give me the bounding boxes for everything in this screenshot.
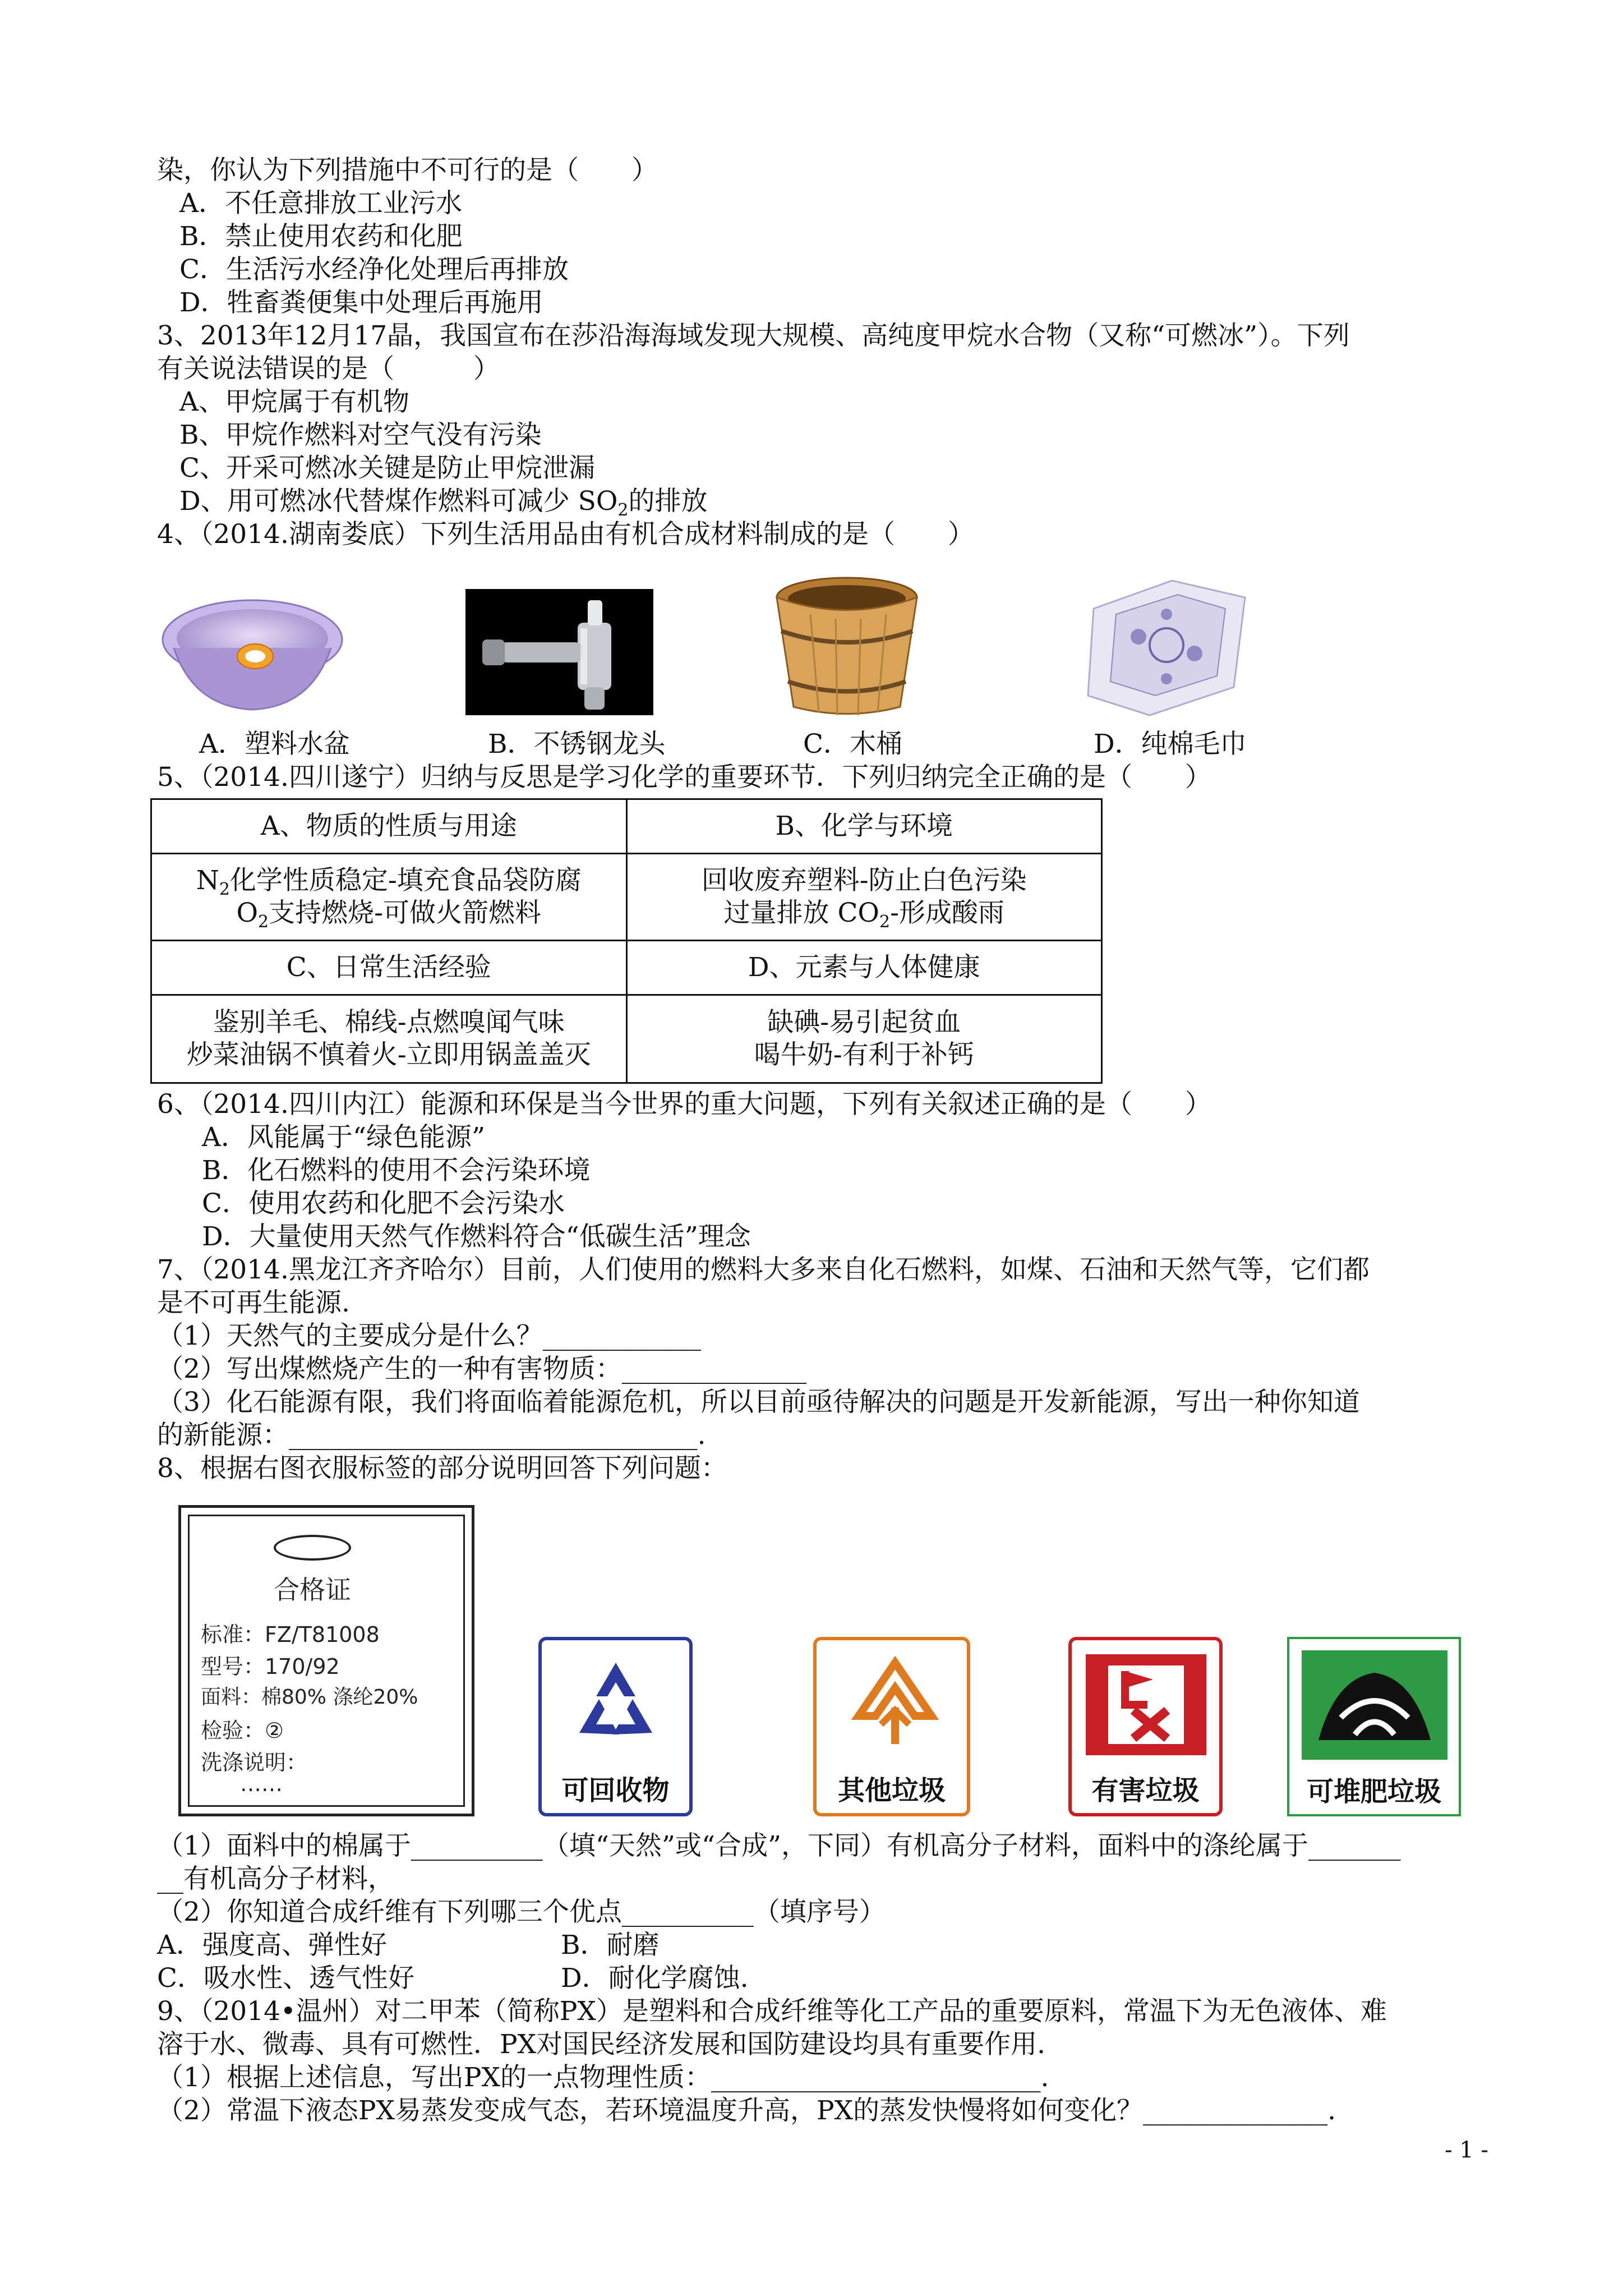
other-waste-bin-sign [813,1637,970,1816]
q2-stem: 染，你认为下列措施中不可行的是（ ） [157,155,658,186]
q5-cell-c: 鉴别羊毛、棉线-点燃嗅闻气味 炒菜油锅不慎着火-立即用锅盖盖灭 [151,995,627,1083]
hazardous-waste-icon [1086,1654,1206,1755]
plastic-basin-image [160,578,345,718]
q9-stem-line2: 溶于水、微毒、具有可燃性．PX对国民经济发展和国防建设均具有重要作用. [157,2029,1046,2060]
faucet-image [465,589,653,715]
q5-cell-d: 缺碘-易引起贫血 喝牛奶-有利于补钙 [626,995,1102,1083]
q9-stem-line1: 9、（2014•温州）对二甲苯（简称PX）是塑料和合成纤维等化工产品的重要原料，常温下为无色液体、难 [157,1996,1387,2027]
q9-part1: （1）根据上述信息，写出PX的一点物理性质：_________________________. [157,2062,1049,2093]
q2-option-d: D．牲畜粪便集中处理后再施用 [179,287,543,318]
q3-option-b: B、甲烷作燃料对空气没有污染 [179,420,542,450]
other-waste-bin-label: 其他垃圾 [837,1775,946,1806]
page-number: - 1 - [1445,2137,1488,2163]
q5-header-d: D、元素与人体健康 [626,941,1102,995]
q3-option-c: C、开采可燃冰关键是防止甲烷泄漏 [179,453,595,484]
q8-part1-line2: __有机高分子材料， [157,1864,394,1894]
label-model: 型号：170/92 [201,1654,340,1679]
q4-caption-c: C．木桶 [803,729,902,760]
q6-option-a: A．风能属于“绿色能源” [202,1122,485,1153]
q3-stem-line1: 3、2013年12月17晶，我国宣布在莎沿海海域发现大规模、高纯度甲烷水合物（又称“可燃冰”）。下列 [157,320,1350,351]
other-waste-icon [847,1654,943,1750]
compostable-bin-label: 可堆肥垃圾 [1306,1776,1441,1807]
clothing-label [178,1505,474,1816]
q3-option-a: A、甲烷属于有机物 [179,386,409,417]
q6-stem: 6、（2014.四川内江）能源和环保是当今世界的重大问题，下列有关叙述正确的是（ ） [157,1089,1211,1120]
recycle-icon [568,1654,663,1750]
q7-part3-line2: 的新能源：_______________________________. [157,1420,706,1451]
q7-stem-line2: 是不可再生能源. [157,1287,350,1318]
q4-stem: 4、（2014.湖南娄底）下列生活用品由有机合成材料制成的是（ ） [157,519,974,550]
q5-cell-a: $N_2$化学性质稳定-填充食品袋防腐 $O_2$支持燃烧-可做火箭燃料 [151,854,627,941]
compost-icon [1302,1650,1447,1760]
q7-stem-line1: 7、（2014.黑龙江齐齐哈尔）目前，人们使用的燃料大多来自化石燃料，如煤、石油和天然气等，它们都 [157,1254,1370,1285]
q8-option-d: D．耐化学腐蚀. [561,1963,749,1994]
label-dots: …… [240,1772,283,1796]
cotton-towel-image [1082,575,1253,718]
q3-stem-line2: 有关说法错误的是（ ） [157,353,500,384]
q4-caption-a: A．塑料水盆 [199,729,350,760]
q8-option-a: A．强度高、弹性好 [157,1930,387,1961]
q7-part3-line1: （3）化石能源有限，我们将面临着能源危机，所以目前亟待解决的问题是开发新能源，写出一种你知道 [157,1387,1360,1418]
q4-caption-d: D．纯棉毛巾 [1094,729,1247,760]
label-title: 合格证 [274,1575,351,1605]
q5-header-b: B、化学与环境 [626,799,1102,854]
q8-part1-line1: （1）面料中的棉属于__________（填“天然”或“合成”，下同）有机高分子材料，面料中的涤纶属于_______ [157,1830,1401,1861]
q8-option-c: C．吸水性、透气性好 [157,1963,414,1994]
recyclable-bin-label: 可回收物 [561,1775,670,1806]
q5-header-a: A、物质的性质与用途 [151,799,627,854]
label-inspection: 检验：② [201,1718,284,1743]
q9-part2: （2）常温下液态PX易蒸发变成气态，若环境温度升高，PX的蒸发快慢将如何变化？______________. [157,2095,1336,2126]
recyclable-bin-sign [538,1637,693,1816]
label-washing: 洗涤说明： [201,1750,308,1775]
label-standard: 标准：FZ/T81008 [201,1622,380,1647]
q8-option-b: B．耐磨 [561,1930,660,1961]
hazardous-waste-bin-label: 有害垃圾 [1091,1775,1200,1806]
wooden-bucket-image [771,575,923,718]
q5-summary-table [150,798,1103,1084]
q4-caption-b: B．不锈钢龙头 [488,729,666,760]
q6-option-d: D．大量使用天然气作燃料符合“低碳生活”理念 [202,1221,751,1252]
q2-option-a: A．不任意排放工业污水 [179,188,462,219]
label-fabric: 面料：棉80% 涤纶20% [201,1686,418,1709]
q5-stem: 5、（2014.四川遂宁）归纳与反思是学习化学的重要环节．下列归纳完全正确的是（ ） [157,762,1211,793]
q5-cell-b: 回收废弃塑料-防止白色污染 过量排放 $CO_2-$形成酸雨 [626,854,1102,941]
q7-part2: （2）写出煤燃烧产生的一种有害物质：______________ [157,1354,806,1384]
q3-option-d: D、用可燃冰代替煤作燃料可减少 $SO_2$的排放 [179,486,708,520]
label-oval [274,1535,351,1561]
hazardous-waste-bin-sign [1068,1637,1223,1816]
q6-option-c: C．使用农药和化肥不会污染水 [202,1188,565,1219]
q2-option-b: B．禁止使用农药和化肥 [179,221,463,252]
q8-part2: （2）你知道合成纤维有下列哪三个优点__________（填序号） [157,1897,886,1927]
q8-stem: 8、根据右图衣服标签的部分说明回答下列问题： [157,1453,727,1484]
q5-header-c: C、日常生活经验 [151,941,627,995]
compostable-bin-sign [1287,1637,1461,1816]
q6-option-b: B．化石燃料的使用不会污染环境 [202,1155,591,1186]
q2-option-c: C．生活污水经净化处理后再排放 [179,254,569,285]
q7-part1: （1）天然气的主要成分是什么？____________ [157,1320,701,1351]
